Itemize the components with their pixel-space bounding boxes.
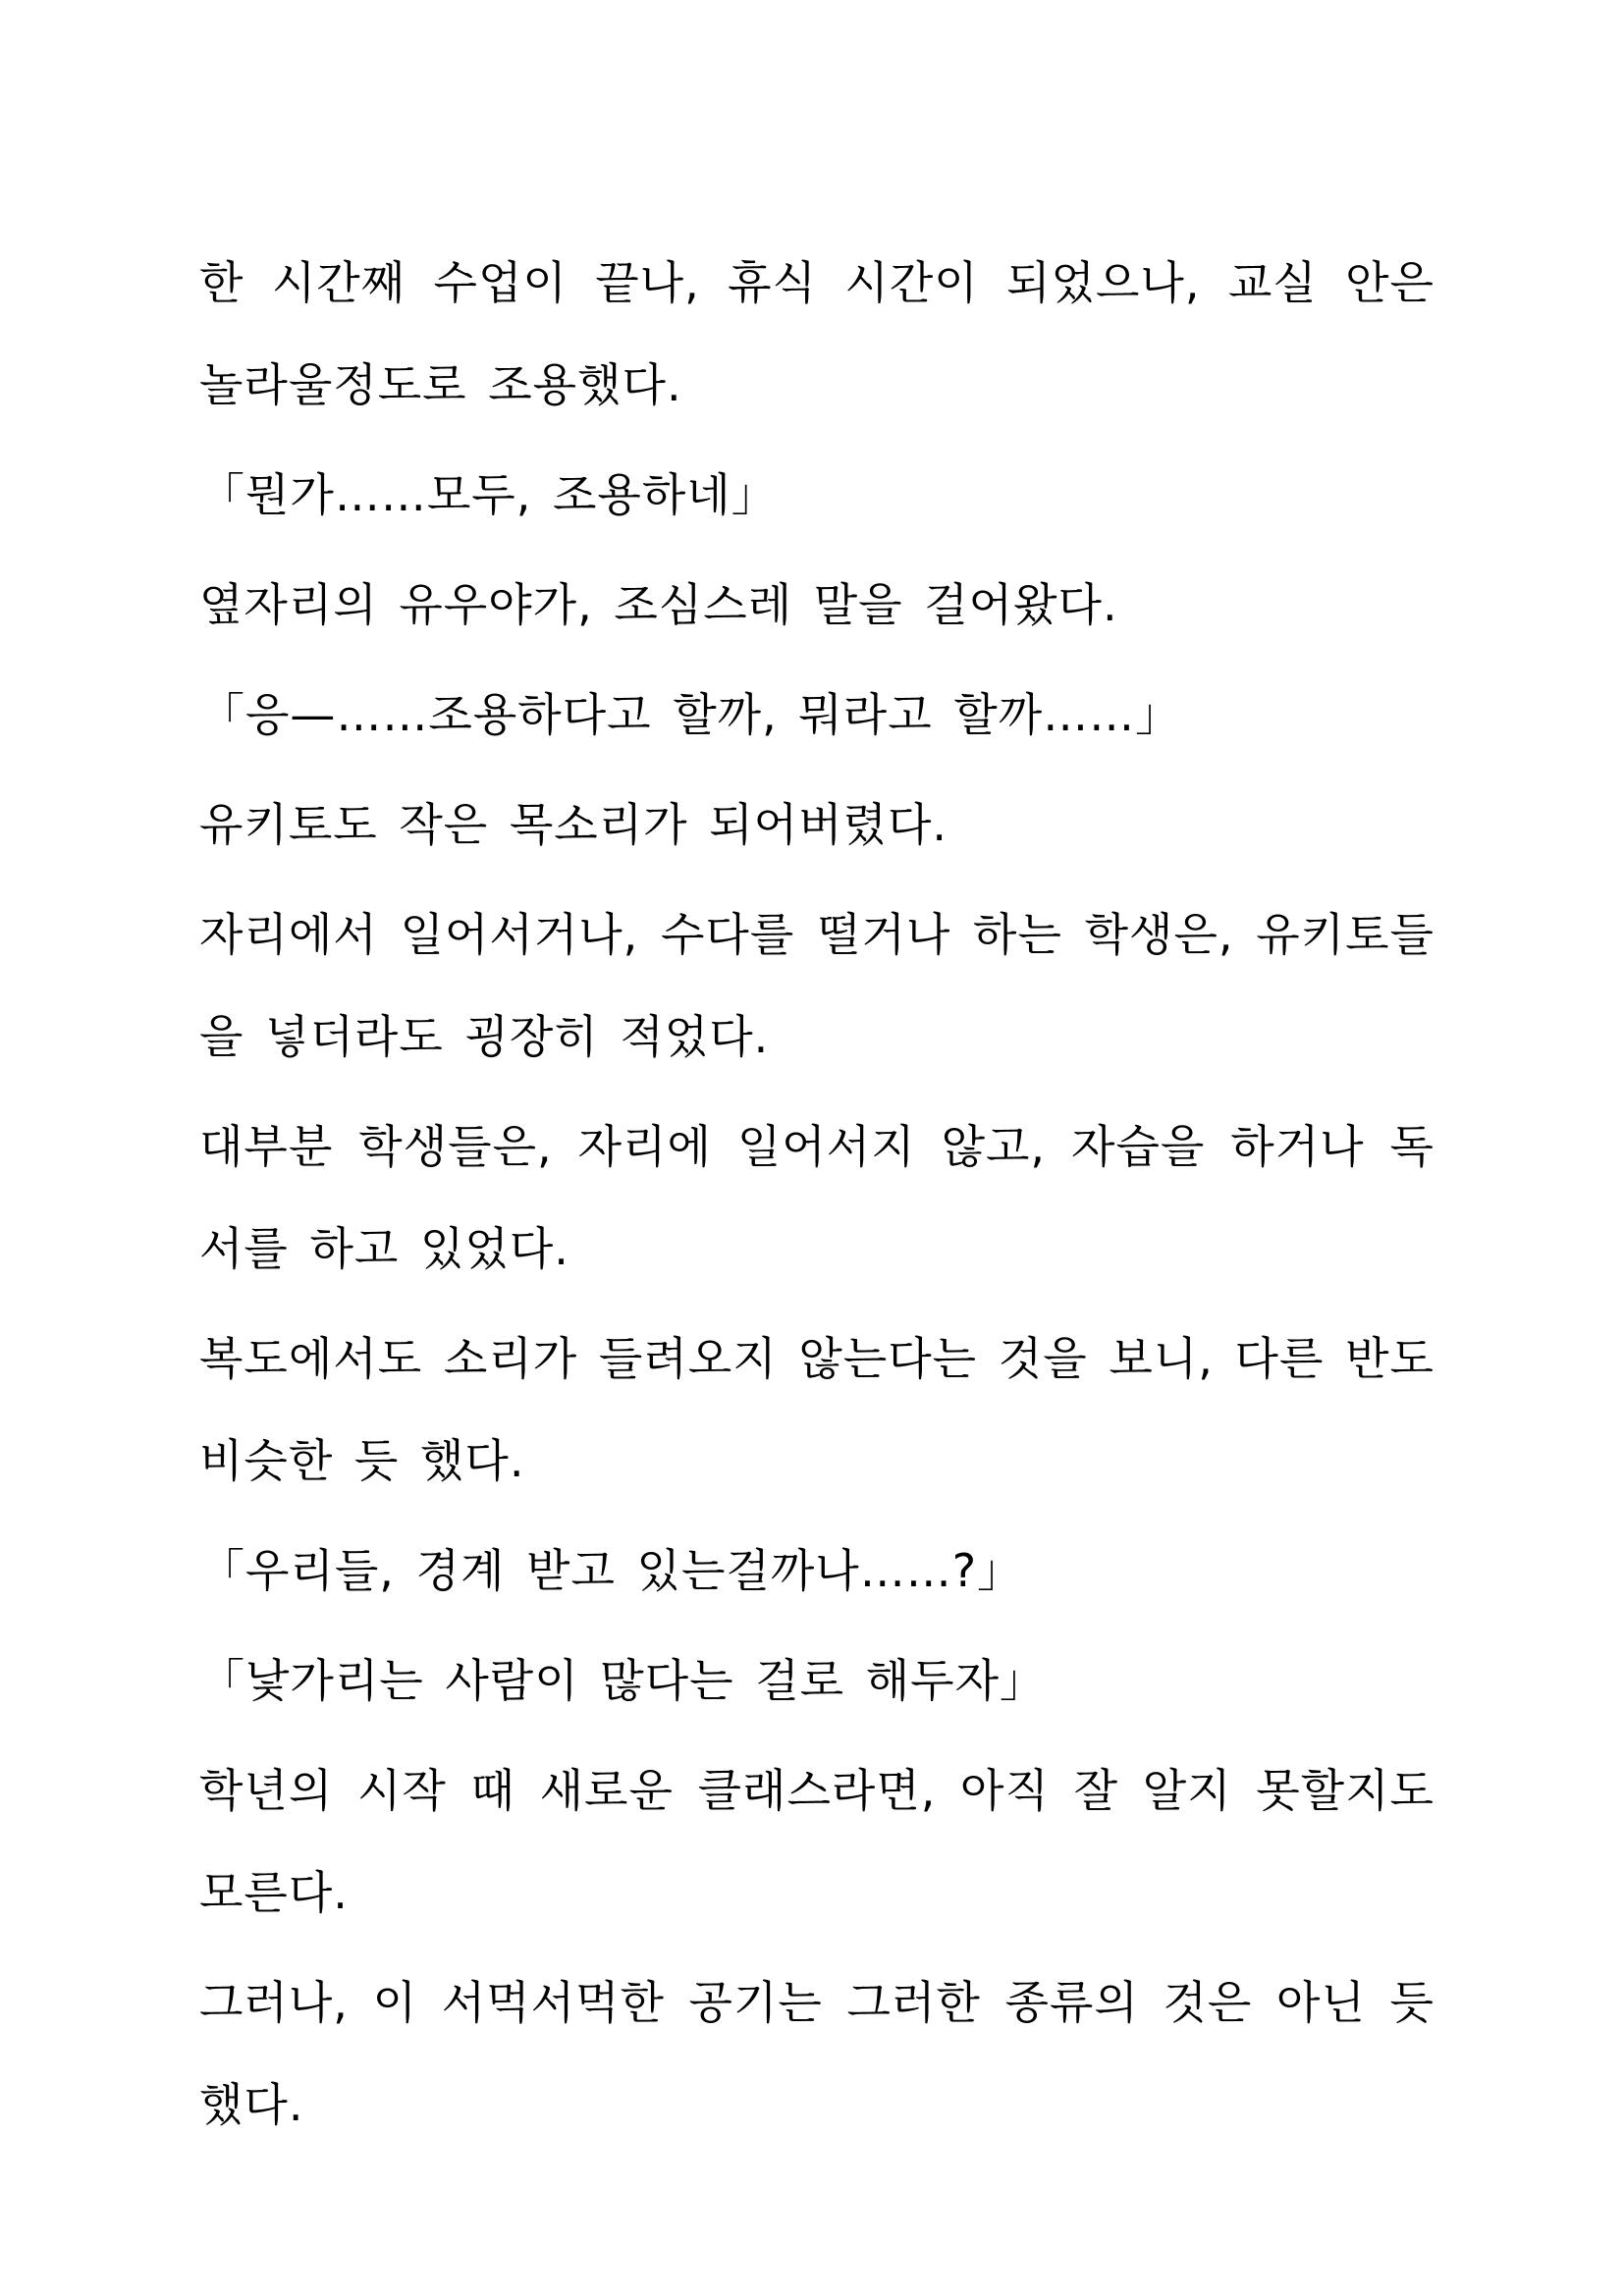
dialogue-line: 「뭔가……모두, 조용하네」 xyxy=(199,468,778,521)
document-page xyxy=(199,232,1435,2163)
dialogue-line: 「응—……조용하다고 할까, 뭐라고 할까……」 xyxy=(199,688,1182,741)
dialogue-line: 「우리들, 경계 받고 있는걸까나……?」 xyxy=(199,1544,1024,1597)
paragraph: 옆자리의 유우야가, 조심스레 말을 걸어왔다. xyxy=(199,578,1118,631)
paragraph: 한 시간째 수업이 끝나, 휴식 시간이 되었으나, 교실 안은 놀라울정도로 조용했다. xyxy=(199,256,1435,411)
dialogue-line: 「낯가리는 사람이 많다는 걸로 해두자」 xyxy=(199,1654,1047,1707)
paragraph: 자리에서 일어서거나, 수다를 떨거나 하는 학생은, 유키토들을 넣더라도 굉장히 적었다. xyxy=(199,908,1435,1063)
paragraph: 복도에서도 소리가 들려오지 않는다는 것을 보니, 다른 반도 비슷한 듯 했다. xyxy=(199,1332,1435,1487)
paragraph: 유키토도 작은 목소리가 되어버렸다. xyxy=(199,798,948,851)
paragraph: 학년의 시작 때 새로운 클래스라면, 아직 잘 알지 못할지도 모른다. xyxy=(199,1764,1435,1919)
paragraph: 그러나, 이 서먹서먹한 공기는 그러한 종류의 것은 아닌 듯 했다. xyxy=(199,1976,1435,2131)
paragraph: 대부분 학생들은, 자리에 일어서지 않고, 자습을 하거나 독서를 하고 있었다. xyxy=(199,1120,1435,1275)
